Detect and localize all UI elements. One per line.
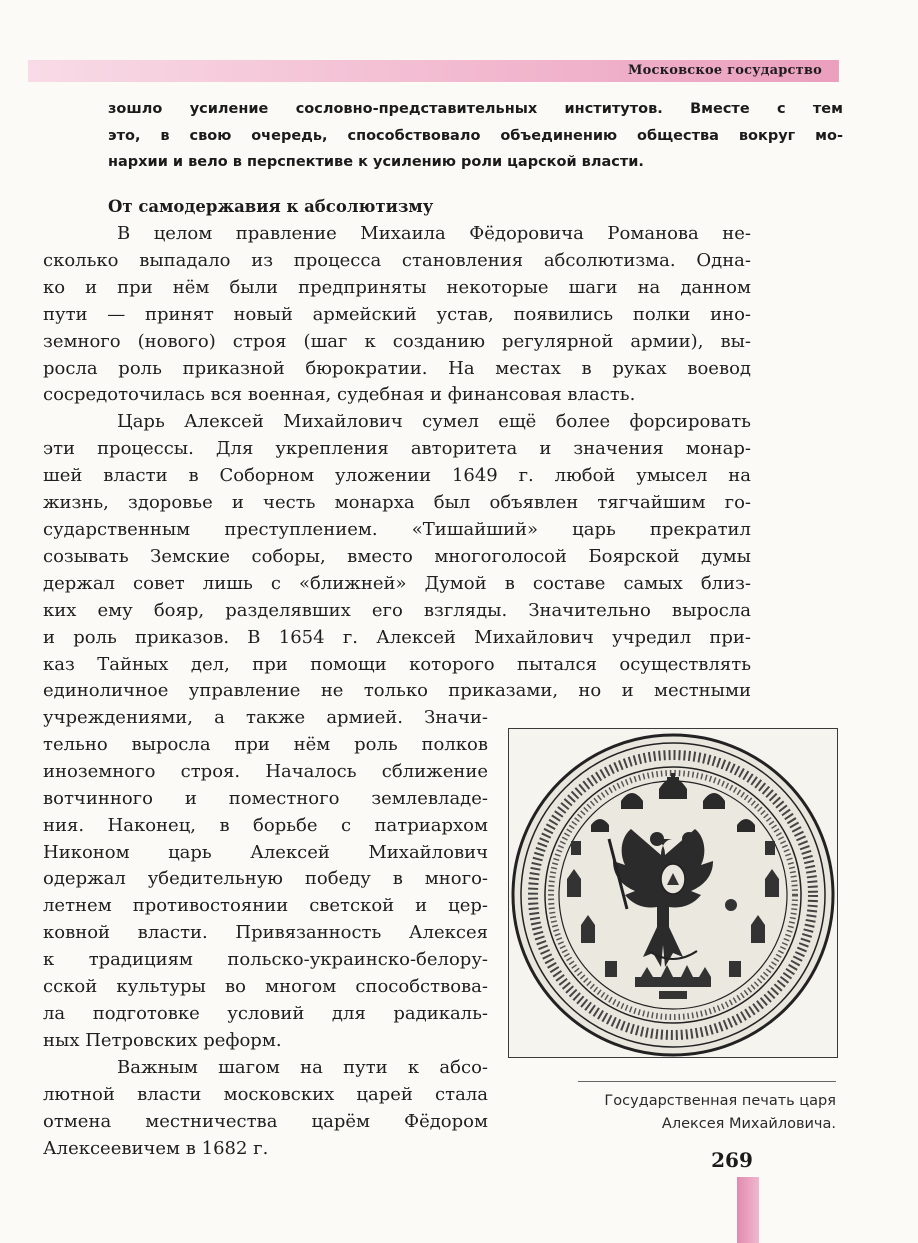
caption-rule [578, 1081, 836, 1082]
body-line: сколько выпадало из процесса становления абсолютизма. Одна- [43, 249, 751, 271]
body-line: держал совет лишь с «ближней» Думой в составе самых близ- [43, 572, 751, 594]
intro-line: нархии и вело в перспективе к усилению роли царской власти. [108, 154, 644, 170]
body-line: иноземного строя. Началось сближение [43, 760, 488, 782]
state-seal-image [509, 729, 837, 1057]
body-line: В целом правление Михаила Фёдоровича Романова не- [117, 223, 751, 244]
body-line: лютной власти московских царей стала [43, 1083, 488, 1105]
body-text-beside-figure [43, 705, 488, 1162]
running-header-title: Московское государство [628, 63, 822, 78]
body-line: ла подготовке условий для радикаль- [43, 1002, 488, 1024]
body-line: росла роль приказной бюрократии. На местах в руках воевод [43, 357, 751, 379]
body-line: Царь Алексей Михайлович сумел ещё более форсировать [117, 411, 751, 433]
body-line: и роль приказов. В 1654 г. Алексей Михайлович учредил при- [43, 626, 751, 648]
body-line: эти процессы. Для укрепления авторитета и значения монар- [43, 438, 751, 460]
body-line: к традициям польско-украинско-белору- [43, 949, 488, 971]
body-line: жизнь, здоровье и честь монарха был объявлен тягчайшим го- [43, 492, 751, 514]
intro-line: это, в свою очередь, способствовало объединению общества вокруг мо- [108, 127, 843, 144]
body-line: ко и при нём были предприняты некоторые шаги на данном [43, 276, 751, 298]
body-line: ния. Наконец, в борьбе с патриархом [43, 814, 488, 836]
caption-line: Государственная печать царя [604, 1093, 836, 1109]
body-line: сской культуры во многом способствова- [43, 976, 488, 998]
body-line: шей власти в Соборном уложении 1649 г. любой умысел на [43, 465, 751, 487]
body-line: вотчинного и поместного землевладе- [43, 787, 488, 809]
body-text-full-width [43, 221, 751, 705]
body-line: сударственным преступлением. «Тишайший» царь прекратил [43, 518, 751, 540]
body-line: летнем противостоянии светской и цер- [43, 895, 488, 917]
figure-caption [604, 1090, 836, 1136]
section-heading: От самодержавия к абсолютизму [108, 197, 434, 216]
body-line: Алексеевичем в 1682 г. [43, 1137, 269, 1159]
caption-line: Алексея Михайловича. [661, 1116, 836, 1132]
intro-paragraph [108, 96, 843, 176]
body-line: тельно выросла при нём роль полков [43, 733, 488, 755]
body-line: сосредоточилась вся военная, судебная и финансовая власть. [43, 384, 636, 406]
state-seal-figure [508, 728, 838, 1058]
body-line: ных Петровских реформ. [43, 1029, 282, 1051]
body-line: земного (нового) строя (шаг к созданию регулярной армии), вы- [43, 330, 751, 352]
page-number: 269 [711, 1148, 753, 1172]
body-line: ких ему бояр, разделявших его взгляды. Значительно выросла [43, 599, 751, 621]
body-line: учреждениями, а также армией. Значи- [43, 707, 488, 728]
body-line: Никоном царь Алексей Михайлович [43, 841, 488, 863]
body-line: каз Тайных дел, при помощи которого пытался осуществлять [43, 653, 751, 675]
body-line: единоличное управление не только приказами, но и местными [43, 680, 751, 702]
body-line: Важным шагом на пути к абсо- [117, 1056, 488, 1078]
intro-line: зошло усиление сословно-представительных институтов. Вместе с тем [108, 101, 843, 117]
header-edge-rule [838, 60, 839, 82]
body-line: созывать Земские соборы, вместо многоголосой Боярской думы [43, 545, 751, 567]
body-line: одержал убедительную победу в много- [43, 868, 488, 890]
body-line: отмена местничества царём Фёдором [43, 1110, 488, 1132]
page-edge-tab [737, 1177, 759, 1243]
body-line: пути — принят новый армейский устав, появились полки ино- [43, 303, 751, 325]
body-line: ковной власти. Привязанность Алексея [43, 922, 488, 944]
